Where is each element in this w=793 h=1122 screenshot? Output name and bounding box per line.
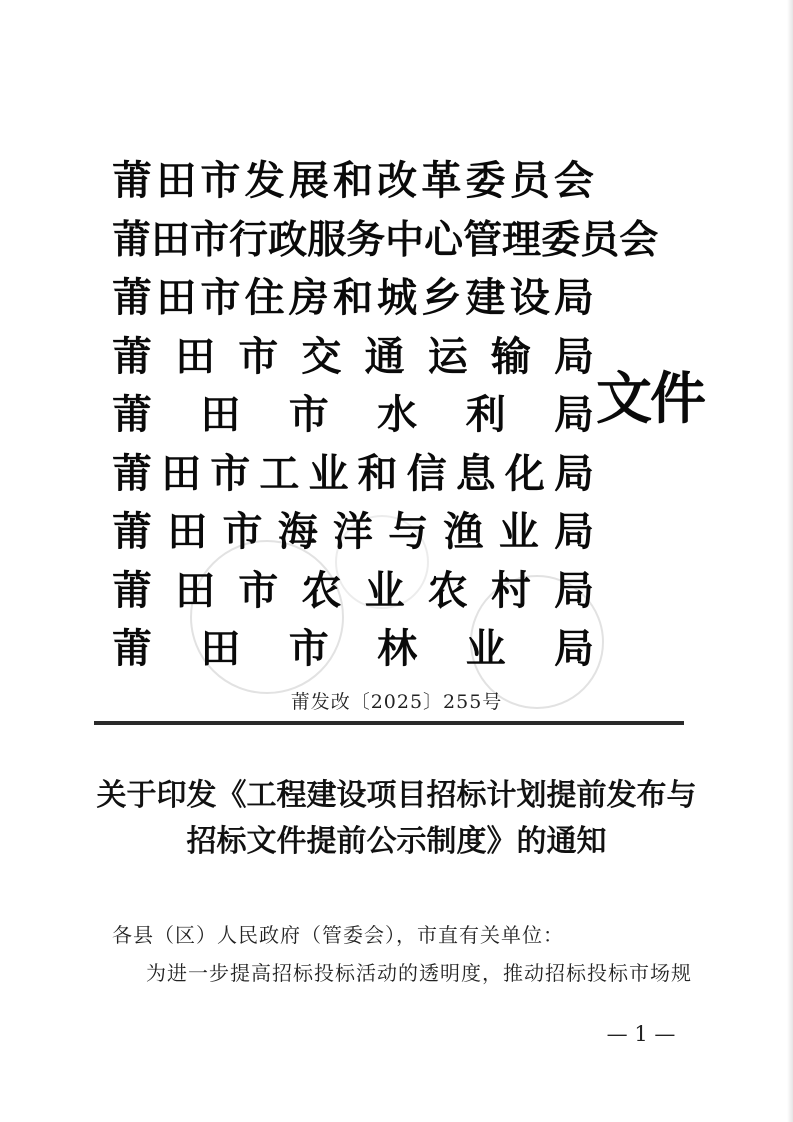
agency-name-char: 建	[465, 274, 506, 321]
agency-name-char: 交	[301, 332, 342, 380]
agency-name-char: 息	[455, 449, 496, 497]
agency-name-char: 政	[268, 216, 308, 263]
agency-name-char: 莆	[112, 625, 152, 672]
agency-name-char: 中	[385, 216, 425, 263]
notice-title-line-1: 关于印发《工程建设项目招标计划提前发布与	[96, 778, 697, 813]
body-paragraph-start: 为进一步提高招标投标活动的透明度，推动招标投标市场规	[146, 961, 692, 985]
agency-name-char: 市	[200, 157, 241, 204]
agency-name-char: 业	[364, 566, 405, 614]
agency-name-char: 城	[377, 274, 418, 321]
agency-name-char: 业	[498, 508, 539, 555]
agency-name-char: 革	[421, 157, 462, 204]
agency-name-char: 莆	[112, 332, 152, 380]
notice-title-line-2: 招标文件提前公示制度》的通知	[186, 824, 607, 859]
agency-name-char: 市	[190, 216, 230, 263]
agency-name-char: 田	[167, 508, 208, 555]
agency-name-char: 房	[288, 274, 329, 321]
header-divider	[94, 721, 684, 725]
agency-name-char: 莆	[112, 216, 152, 263]
agency-name-char: 运	[427, 332, 468, 380]
agency-name-char: 莆	[112, 274, 152, 321]
agency-name-char: 理	[502, 216, 542, 263]
agency-name-char: 和	[332, 274, 373, 321]
agency-name-char: 市	[222, 508, 263, 555]
agency-name-char: 市	[288, 391, 329, 438]
agency-name-char: 设	[509, 274, 550, 321]
agency-name-char: 住	[244, 274, 285, 321]
agency-name-char: 输	[490, 332, 531, 380]
agency-name-char: 改	[377, 157, 418, 204]
agency-name-char: 水	[377, 391, 418, 438]
agency-name-char: 会	[553, 157, 594, 204]
agency-name-row	[112, 562, 594, 620]
agency-name-char: 通	[364, 332, 405, 380]
salutation: 各县（区）人民政府（管委会），市直有关单位：	[112, 923, 564, 947]
agency-name-char: 化	[504, 449, 545, 497]
page-number: — 1 —	[606, 1022, 676, 1046]
agency-name-char: 委	[465, 157, 506, 204]
agency-name-char: 会	[619, 216, 659, 263]
agency-name-char: 海	[277, 508, 318, 555]
agency-name-char: 市	[288, 625, 329, 672]
agency-name-char: 局	[553, 449, 594, 497]
agency-name-char: 局	[554, 508, 594, 555]
agency-name-char: 与	[388, 508, 429, 555]
agency-name-char: 莆	[112, 508, 152, 555]
agency-name-char: 局	[553, 332, 594, 380]
agency-name-row	[112, 445, 594, 503]
document-number: 莆发改〔2025〕255号	[290, 691, 503, 713]
agency-name-char: 田	[175, 566, 216, 614]
agency-name-char: 市	[210, 449, 251, 497]
agency-name-char: 乡	[421, 274, 462, 321]
agency-name-char: 心	[424, 216, 464, 263]
agency-name-char: 工	[259, 449, 300, 497]
agency-name-char: 农	[427, 566, 468, 614]
agency-name-char: 莆	[112, 157, 152, 204]
agency-name-row	[112, 211, 659, 269]
agency-name-char: 村	[490, 566, 531, 614]
agency-name-char: 渔	[443, 508, 484, 555]
agency-name-char: 务	[346, 216, 386, 263]
agency-name-char: 信	[406, 449, 447, 497]
agency-name-char: 田	[161, 449, 202, 497]
agency-name-char: 员	[580, 216, 620, 263]
agency-name-row	[112, 328, 594, 386]
agency-name-char: 和	[332, 157, 373, 204]
document-label: 文件	[596, 366, 704, 432]
agency-name-char: 莆	[112, 449, 152, 497]
agency-name-char: 田	[151, 216, 191, 263]
agency-name-char: 局	[553, 391, 594, 438]
agency-name-char: 市	[200, 274, 241, 321]
agency-name-char: 田	[200, 391, 241, 438]
agency-name-char: 业	[465, 625, 506, 672]
agency-name-char: 市	[238, 566, 279, 614]
agency-name-row	[112, 269, 594, 327]
agency-name-char: 委	[541, 216, 581, 263]
agency-name-char: 业	[308, 449, 349, 497]
agency-name-char: 利	[465, 391, 506, 438]
agency-name-char: 莆	[112, 391, 152, 438]
agency-name-row	[112, 152, 594, 210]
agency-name-char: 市	[238, 332, 279, 380]
agency-name-char: 田	[175, 332, 216, 380]
agency-name-char: 农	[301, 566, 342, 614]
agency-name-char: 林	[377, 625, 418, 672]
agency-name-char: 和	[357, 449, 398, 497]
agency-name-row	[112, 503, 594, 561]
agency-name-char: 服	[307, 216, 347, 263]
agency-name-char: 莆	[112, 566, 152, 614]
agency-name-char: 展	[288, 157, 329, 204]
agency-name-char: 局	[553, 625, 594, 672]
agency-name-char: 局	[553, 566, 594, 614]
agency-name-char: 员	[509, 157, 550, 204]
agency-name-char: 田	[200, 625, 241, 672]
agency-name-char: 管	[463, 216, 503, 263]
agency-name-char: 田	[156, 157, 197, 204]
agency-name-char: 局	[553, 274, 594, 321]
agency-name-char: 田	[156, 274, 197, 321]
agency-name-row	[112, 620, 594, 678]
agency-name-char: 发	[244, 157, 285, 204]
agency-name-char: 洋	[333, 508, 373, 555]
scan-edge-shadow	[787, 0, 793, 1122]
agency-name-row	[112, 386, 594, 444]
agency-name-char: 行	[229, 216, 269, 263]
